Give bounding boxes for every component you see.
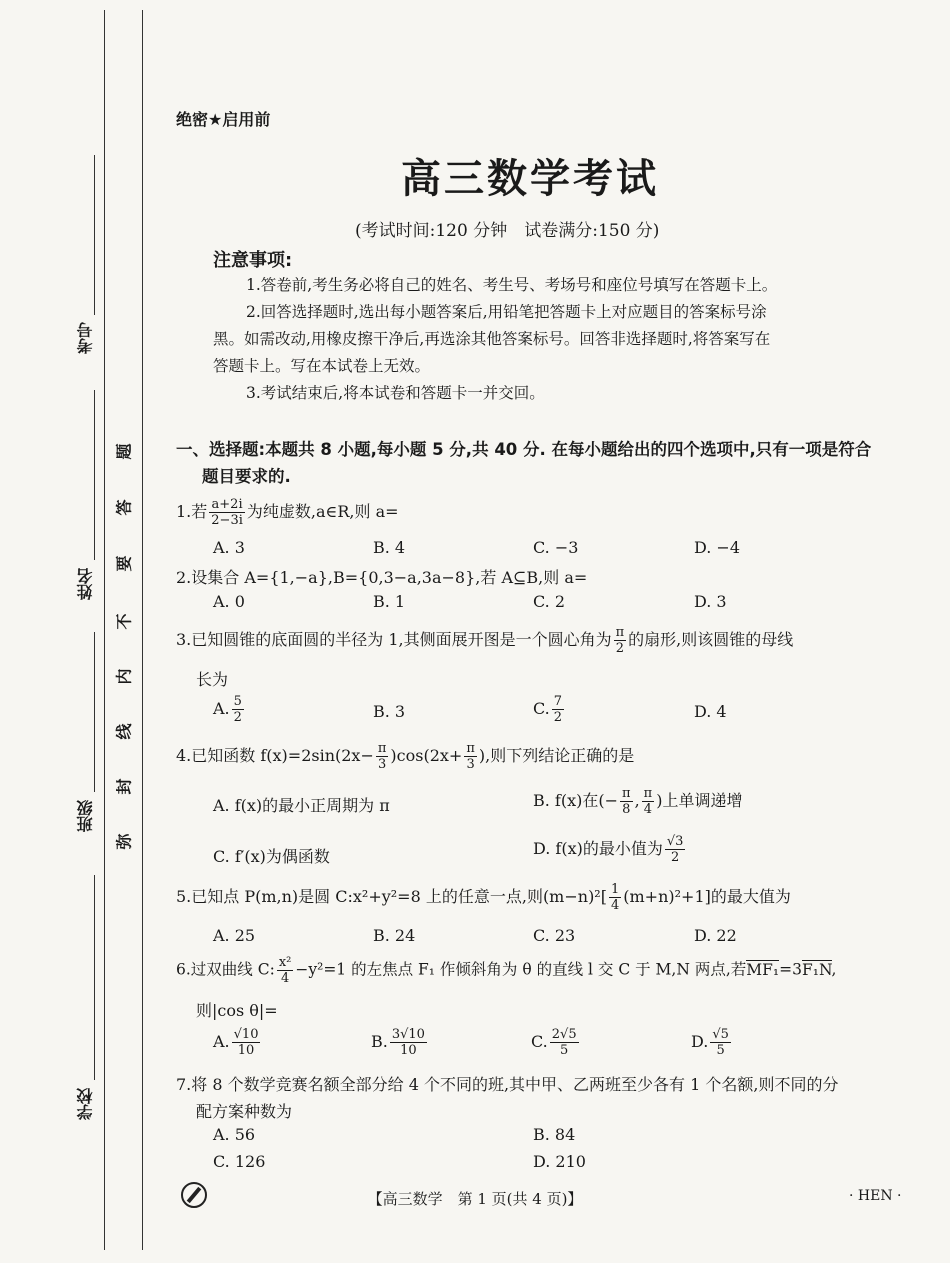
option-b: B. 4 [373, 538, 406, 557]
option-c: C. $\frac{7}{2}$ [533, 694, 563, 725]
question-6: 6.过双曲线 C: $\frac{\text{x²}}{4}$ −y²=1 的左焦点 F₁ 作倾斜角为 θ 的直线 l 交 C 于 M,N 两点,若MF₁=3F₁N, [176, 955, 837, 986]
option-b: B. 84 [533, 1125, 576, 1144]
option-b: B. f(x)在(− $\frac{\pi}{8}$ , $\frac{\pi}{4}$ )上单调递增 [533, 786, 743, 817]
option-d: D. 3 [694, 592, 727, 611]
option-c: C. 2 [533, 592, 566, 611]
option-d: D. f(x)的最小值为 $\frac{√3}{2}$ [533, 834, 684, 865]
option-c: C. −3 [533, 538, 579, 557]
option-d: D. 210 [533, 1152, 586, 1171]
notice-item: 黑。如需改动,用橡皮擦干净后,再选涂其他答案标号。回答非选择题时,将答案写在 [213, 330, 771, 348]
exam-info: (考试时间:120 分钟 试卷满分:150 分) [355, 221, 660, 241]
seal-char: 答 [114, 499, 134, 516]
question-4: 4.已知函数 f(x)=2sin(2x− $\frac{\pi}{3}$ )cos(2x+ $\frac{\pi}{3}$ ),则下列结论正确的是 [176, 741, 635, 772]
seal-char: 封 [114, 778, 134, 795]
seal-char: 弥 [114, 833, 134, 850]
question-7: 7.将 8 个数学竞赛名额全部分给 4 个不同的班,其中甲、乙两班至少各有 1 个名额,则不同的分 [176, 1075, 839, 1094]
option-a: A. $\frac{5}{2}$ [213, 694, 242, 725]
option-b: B. $\frac{3√10}{10}$ [371, 1027, 425, 1058]
option-c: C. 23 [533, 926, 576, 945]
secret-mark: 绝密★启用前 [176, 110, 271, 129]
option-c: C. 126 [213, 1152, 266, 1171]
vector-mf1: MF₁ [746, 960, 780, 979]
fraction: $\frac{\pi}{2}$ [615, 625, 625, 656]
question-2: 2.设集合 A={1,−a},B={0,3−a,3a−8},若 A⊆B,则 a= [176, 568, 588, 587]
section-heading-line1: 一、选择题:本题共 8 小题,每小题 5 分,共 40 分. 在每小题给出的四个选项中,只有一项是符合 [176, 440, 872, 459]
class-underline [94, 632, 95, 792]
option-d: D. 4 [694, 702, 727, 721]
section-heading [176, 436, 906, 490]
option-c: C. $\frac{2√5}{5}$ [531, 1027, 577, 1058]
question-5: 5.已知点 P(m,n)是圆 C:x²+y²=8 上的任意一点,则(m−n)²[ $\frac{1}{4}$ (m+n)²+1]的最大值为 [176, 882, 791, 913]
seal-char: 线 [114, 723, 134, 740]
question-3-line2: 长为 [196, 670, 229, 689]
question-6-line2: 则|cos θ|= [196, 1001, 278, 1020]
option-a: A. 3 [213, 538, 245, 557]
notice-item: 1.答卷前,考生务必将自己的姓名、考生号、考场号和座位号填写在答题卡上。 [246, 276, 778, 294]
exam-no-label: 考号 [76, 322, 95, 354]
seal-char: 不 [114, 613, 134, 630]
option-a: A. f(x)的最小正周期为 π [213, 796, 390, 815]
option-c: C. f′(x)为偶函数 [213, 847, 330, 866]
question-3: 3.已知圆锥的底面圆的半径为 1,其侧面展开图是一个圆心角为 $\frac{\pi}{2}$ 的扇形,则该圆锥的母线 [176, 625, 794, 656]
option-a: A. $\frac{√10}{10}$ [213, 1027, 259, 1058]
fraction: $\frac{a+2i}{2-3i}$ [211, 497, 243, 528]
name-underline [94, 390, 95, 560]
question-1: 1.若 $\frac{a+2i}{2-3i}$ 为纯虚数,a∈R,则 a= [176, 497, 399, 528]
page-title: 高三数学考试 [401, 156, 659, 202]
school-label: 学校 [76, 1088, 95, 1120]
name-label: 姓名 [76, 568, 95, 600]
seal-char: 内 [114, 668, 134, 685]
notice-item: 3.考试结束后,将本试卷和答题卡一并交回。 [246, 384, 545, 402]
class-label: 班级 [76, 800, 95, 832]
option-d: D. $\frac{√5}{5}$ [691, 1027, 729, 1058]
notice-item: 2.回答选择题时,选出每小题答案后,用铅笔把答题卡上对应题目的答案标号涂 [246, 303, 767, 321]
option-b: B. 3 [373, 702, 406, 721]
school-underline [94, 875, 95, 1080]
option-b: B. 1 [373, 592, 406, 611]
option-d: D. −4 [694, 538, 741, 557]
notice-item: 答题卡上。写在本试卷上无效。 [213, 357, 431, 375]
option-b: B. 24 [373, 926, 416, 945]
option-a: A. 25 [213, 926, 256, 945]
section-heading-line2: 题目要求的. [202, 467, 291, 486]
paper-code: · HEN · [849, 1188, 902, 1204]
question-7-line2: 配方案种数为 [196, 1102, 293, 1121]
seal-char: 题 [114, 443, 134, 460]
page-footer: 【高三数学 第 1 页(共 4 页)】 [367, 1190, 583, 1208]
option-a: A. 56 [213, 1125, 256, 1144]
vector-f1n: F₁N [801, 960, 832, 979]
option-d: D. 22 [694, 926, 737, 945]
seal-char: 要 [114, 555, 134, 572]
notice-heading: 注意事项: [213, 250, 293, 271]
option-a: A. 0 [213, 592, 245, 611]
